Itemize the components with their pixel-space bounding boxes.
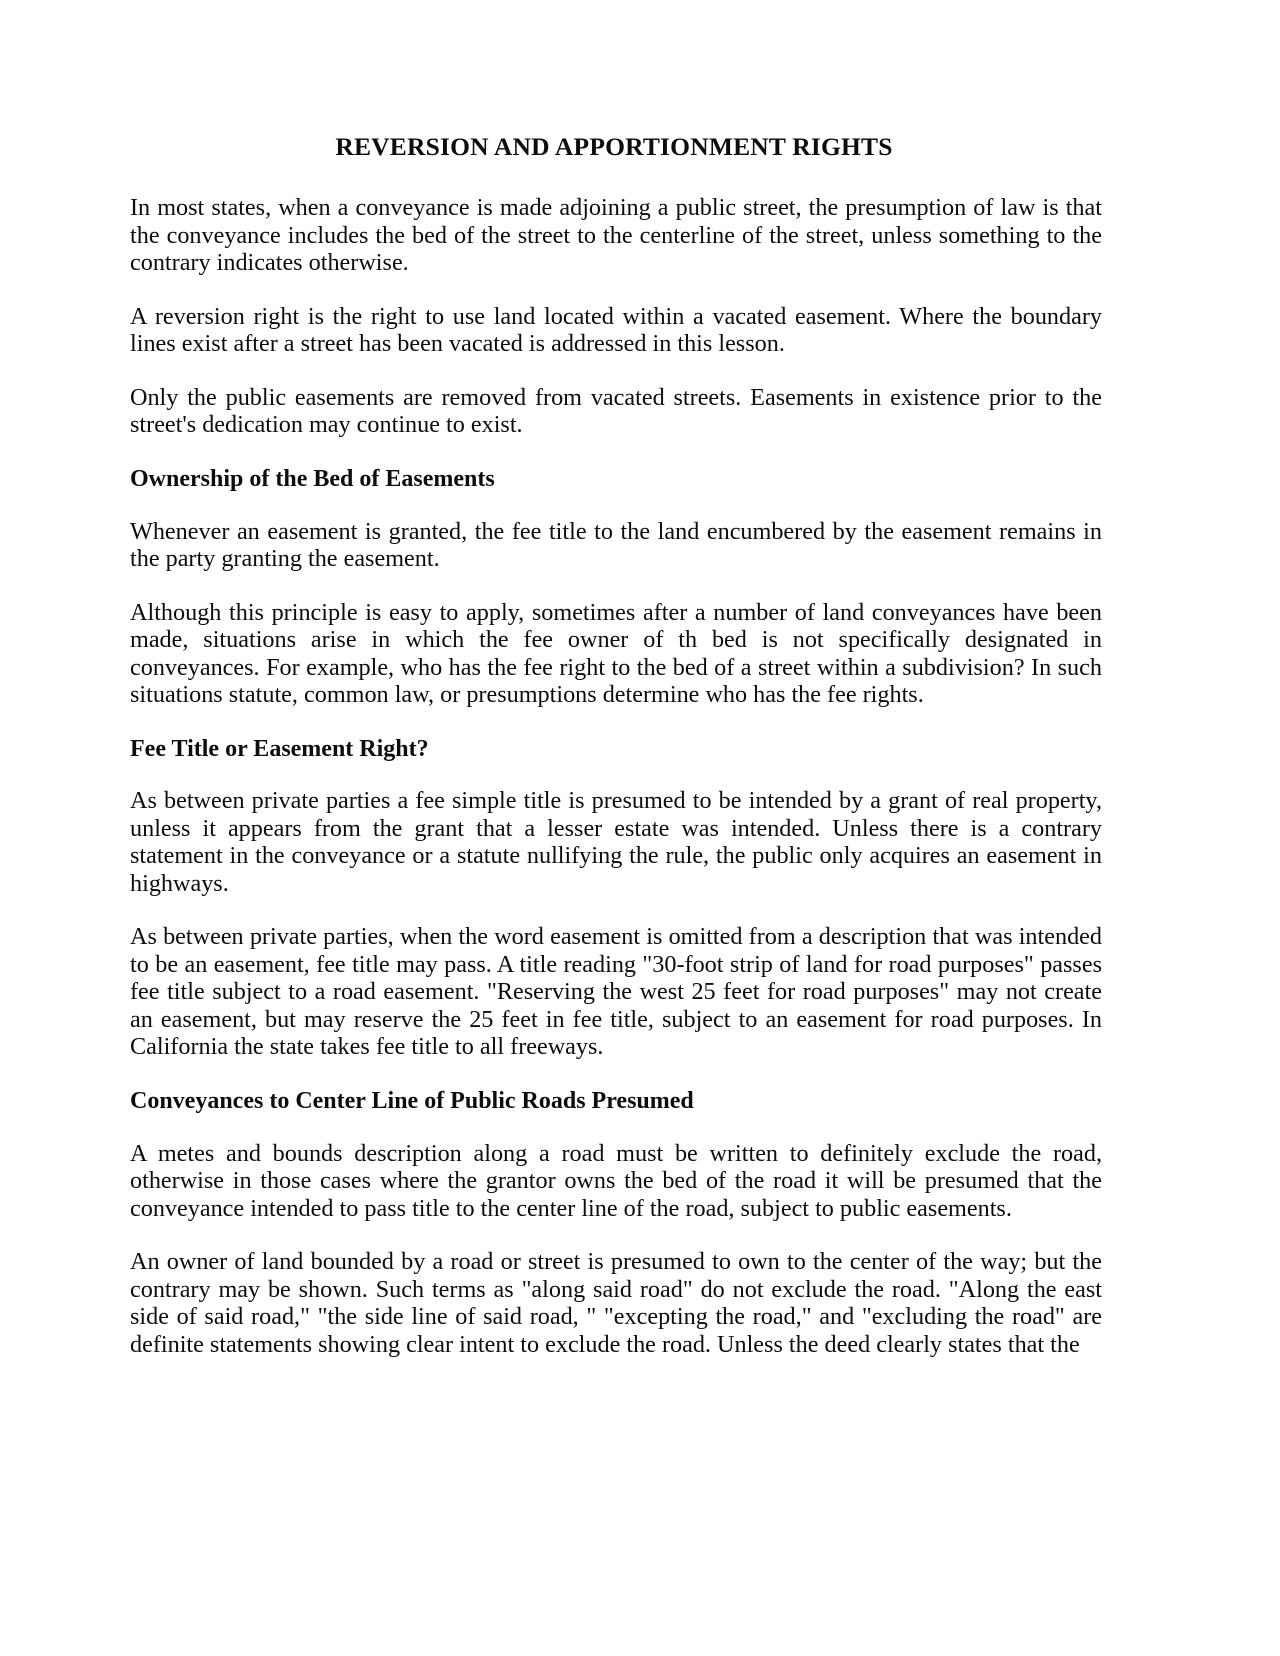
- spacer-after-title: [130, 161, 1102, 194]
- spacer-before-heading: [130, 439, 1102, 465]
- paragraph-spacer: [130, 1222, 1102, 1248]
- heading-conveyances-to-center-line-of-public-roads-presumed: Conveyances to Center Line of Public Roads Presumed: [130, 1087, 694, 1114]
- intro-presumption-paragraph: In most states, when a conveyance is made adjoining a public street, the presumption of law is that the conveyance includes the bed of the street to the centerline of the street, unless something to the contrary indicates otherwise.: [130, 194, 1102, 277]
- word-easement-omitted-paragraph: As between private parties, when the word easement is omitted from a description that was intended to be an easement, fee title may pass. A title reading "30-foot strip of land for road purposes" passes fee title subject to a road easement. "Reserving the west 25 feet for road purposes" may not create an easement, but may reserve the 25 feet in fee title, subject to an easement for road purposes. In California the state takes fee title to all freeways.: [130, 923, 1102, 1061]
- principle-application-difficulty-paragraph: Although this principle is easy to apply, sometimes after a number of land conveyances have been made, situations arise in which the fee owner of th bed is not specifically designated in conveyances. For example, who has the fee right to the bed of a street within a subdivision? In such situations statute, common law, or presumptions determine who has the fee rights.: [130, 598, 1102, 709]
- metes-and-bounds-exclusion-paragraph: A metes and bounds description along a road must be written to definitely exclude the road, otherwise in those cases where the grantor owns the bed of the road it will be presumed that the conveyance intended to pass title to the center line of the road, subject to public easements.: [130, 1139, 1102, 1222]
- heading-ownership-of-the-bed-of-easements: Ownership of the Bed of Easements: [130, 465, 495, 492]
- paragraph-spacer: [130, 277, 1102, 303]
- spacer-after-heading: [130, 763, 1102, 787]
- spacer-after-heading: [130, 494, 1102, 518]
- spacer-before-heading: [130, 1061, 1102, 1087]
- page-title: REVERSION AND APPORTIONMENT RIGHTS: [335, 132, 893, 161]
- heading-fee-title-or-easement-right: Fee Title or Easement Right?: [130, 735, 429, 762]
- fee-title-remains-with-grantor-paragraph: Whenever an easement is granted, the fee title to the land encumbered by the easement remains in the party granting the easement.: [130, 517, 1102, 573]
- spacer-after-heading: [130, 1116, 1102, 1140]
- paragraph-spacer: [130, 358, 1102, 384]
- fee-simple-presumption-paragraph: As between private parties a fee simple title is presumed to be intended by a grant of real property, unless it appears from the grant that a lesser estate was intended. Unless there is a contrary statement in the conveyance or a statute nullifying the rule, the public only acquires an easement in highways.: [130, 787, 1102, 897]
- paragraph-spacer: [130, 573, 1102, 599]
- public-easements-removed-paragraph: Only the public easements are removed from vacated streets. Easements in existence prior to the street's dedication may continue to exist.: [130, 383, 1102, 439]
- reversion-right-definition-paragraph: A reversion right is the right to use land located within a vacated easement. Where the boundary lines exist after a street has been vacated is addressed in this lesson.: [130, 302, 1102, 358]
- spacer-before-heading: [130, 709, 1102, 735]
- paragraph-spacer: [130, 897, 1102, 923]
- owner-presumed-to-center-paragraph: An owner of land bounded by a road or street is presumed to own to the center of the way; but the contrary may be shown. Such terms as "along said road" do not exclude the road. "Along the east side of said road," "the side line of said road, " "excepting the road," and "excluding the road" are definite statements showing clear intent to exclude the road. Unless the deed clearly states that the: [130, 1248, 1102, 1358]
